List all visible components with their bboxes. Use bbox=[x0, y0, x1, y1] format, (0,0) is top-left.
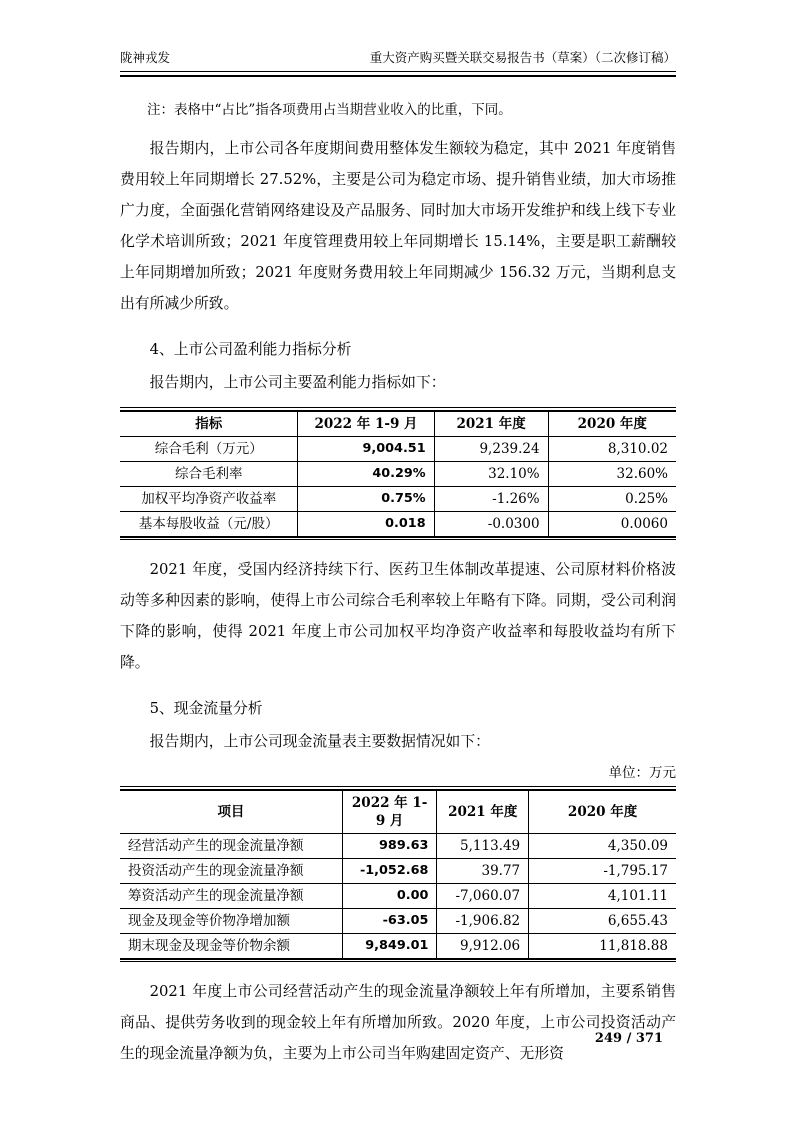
cashflow-table-intro: 报告期内，上市公司现金流量表主要数据情况如下： bbox=[149, 733, 490, 750]
value-cell-2020: 32.60% bbox=[548, 461, 676, 486]
profitability-table bbox=[120, 410, 676, 538]
paragraph-cashflow-analysis: 2021 年度上市公司经营活动产生的现金流量净额较上年有所增加，主要系销售商品、提供劳务收到的现金较上年有所增加所致。2020 年度，上市公司投资活动产生的现金流量净额为负，主要为上市公司当年购建固定资产、无形资 bbox=[120, 983, 676, 1062]
value-cell-2021: -1,906.82 bbox=[437, 908, 529, 933]
table-header-row bbox=[120, 790, 676, 834]
profit-table-intro: 报告期内，上市公司主要盈利能力指标如下： bbox=[149, 374, 446, 391]
value-cell-2020: 0.25% bbox=[548, 486, 676, 511]
paragraph-expenses-analysis: 报告期内，上市公司各年度期间费用整体发生额较为稳定，其中 2021 年度销售费用较上年同期增长 27.52%，主要是公司为稳定市场、提升销售业绩，加大市场推广力度，全面强化营销网络建设及产品服务、同时加大市场开发维护和线上线下专业化学术培训所致；2021 年度管理费用较上年同期增长 15.14%，主要是职工薪酬较上年同期增加所致；2021 年度财务费用较上年同期减少 156.32 万元，当期利息支出有所减少所致。 bbox=[120, 140, 676, 312]
value-cell-2021: -1.26% bbox=[434, 486, 548, 511]
header-report-title: 重大资产购买暨关联交易报告书（草案）（二次修订稿） bbox=[369, 50, 676, 65]
metric-label-cell: 综合毛利（万元） bbox=[120, 436, 298, 461]
page-number: 249 / 371 bbox=[594, 1031, 663, 1046]
page-content bbox=[120, 0, 676, 1069]
value-cell-2022: -1,052.68 bbox=[342, 858, 437, 883]
value-cell-2022: 989.63 bbox=[342, 833, 437, 858]
value-cell-2022: 0.018 bbox=[298, 511, 434, 537]
item-label-cell: 筹资活动产生的现金流量净额 bbox=[120, 883, 342, 908]
column-header-item: 项目 bbox=[120, 790, 342, 834]
table-row bbox=[120, 883, 676, 908]
section-heading-profitability: 4、上市公司盈利能力指标分析 bbox=[149, 341, 352, 358]
value-cell-2021: 9,912.06 bbox=[437, 933, 529, 959]
table-row bbox=[120, 908, 676, 933]
column-header-2021: 2021 年度 bbox=[434, 411, 548, 437]
column-header-2020: 2020 年度 bbox=[529, 790, 676, 834]
value-cell-2020: 4,101.11 bbox=[529, 883, 676, 908]
page-header bbox=[120, 0, 676, 66]
column-header-2020: 2020 年度 bbox=[548, 411, 676, 437]
table-note: 注：表格中“占比”指各项费用占当期营业收入的比重，下同。 bbox=[147, 102, 512, 118]
table-row bbox=[120, 436, 676, 461]
item-label-cell: 经营活动产生的现金流量净额 bbox=[120, 833, 342, 858]
cashflow-table bbox=[120, 789, 676, 960]
item-label-cell: 期末现金及现金等价物余额 bbox=[128, 937, 290, 954]
value-cell-2022: 40.29% bbox=[298, 461, 434, 486]
column-header-2021: 2021 年度 bbox=[437, 790, 529, 834]
value-cell-2020: 11,818.88 bbox=[529, 933, 676, 959]
value-cell-2022: 9,849.01 bbox=[342, 933, 437, 959]
unit-label: 单位：万元 bbox=[608, 765, 676, 781]
cashflow-table-wrapper bbox=[120, 786, 676, 962]
section-heading-cashflow: 5、现金流量分析 bbox=[149, 700, 263, 717]
column-header-2022: 2022 年 1-9 月 bbox=[298, 411, 434, 437]
item-label-cell: 投资活动产生的现金流量净额 bbox=[120, 858, 342, 883]
value-cell-2022: 0.00 bbox=[342, 883, 437, 908]
metric-label-cell: 基本每股收益（元/股） bbox=[138, 515, 279, 532]
header-company-name: 陇神戎发 bbox=[120, 50, 171, 65]
table-header-row bbox=[120, 411, 676, 437]
value-cell-2022: -63.05 bbox=[342, 908, 437, 933]
table-row bbox=[120, 858, 676, 883]
profitability-table-wrapper bbox=[120, 407, 676, 540]
item-label-cell: 现金及现金等价物净增加额 bbox=[120, 908, 342, 933]
value-cell-2022: 9,004.51 bbox=[298, 436, 434, 461]
paragraph-margin-analysis: 2021 年度，受国内经济持续下行、医药卫生体制改革提速、公司原材料价格波动等多种因素的影响，使得上市公司综合毛利率较上年略有下降。同期，受公司利润下降的影响，使得 2021 年度上市公司加权平均净资产收益率和每股收益均有所下降。 bbox=[120, 561, 676, 671]
table-row bbox=[120, 511, 676, 537]
header-rule bbox=[120, 71, 676, 77]
column-header-2022: 2022 年 1-9 月 bbox=[342, 790, 437, 834]
value-cell-2021: -0.0300 bbox=[434, 511, 548, 537]
value-cell-2020: 0.0060 bbox=[548, 511, 676, 537]
metric-label-cell: 综合毛利率 bbox=[120, 461, 298, 486]
table-row bbox=[120, 486, 676, 511]
value-cell-2020: 8,310.02 bbox=[548, 436, 676, 461]
value-cell-2021: -7,060.07 bbox=[437, 883, 529, 908]
value-cell-2021: 39.77 bbox=[437, 858, 529, 883]
value-cell-2020: 6,655.43 bbox=[529, 908, 676, 933]
table-row bbox=[120, 833, 676, 858]
value-cell-2020: -1,795.17 bbox=[529, 858, 676, 883]
value-cell-2021: 5,113.49 bbox=[437, 833, 529, 858]
column-header-metric: 指标 bbox=[120, 411, 298, 437]
value-cell-2022: 0.75% bbox=[298, 486, 434, 511]
table-row bbox=[120, 461, 676, 486]
metric-label-cell: 加权平均净资产收益率 bbox=[120, 486, 298, 511]
value-cell-2021: 9,239.24 bbox=[434, 436, 548, 461]
value-cell-2021: 32.10% bbox=[434, 461, 548, 486]
table-row bbox=[120, 933, 676, 959]
value-cell-2020: 4,350.09 bbox=[529, 833, 676, 858]
